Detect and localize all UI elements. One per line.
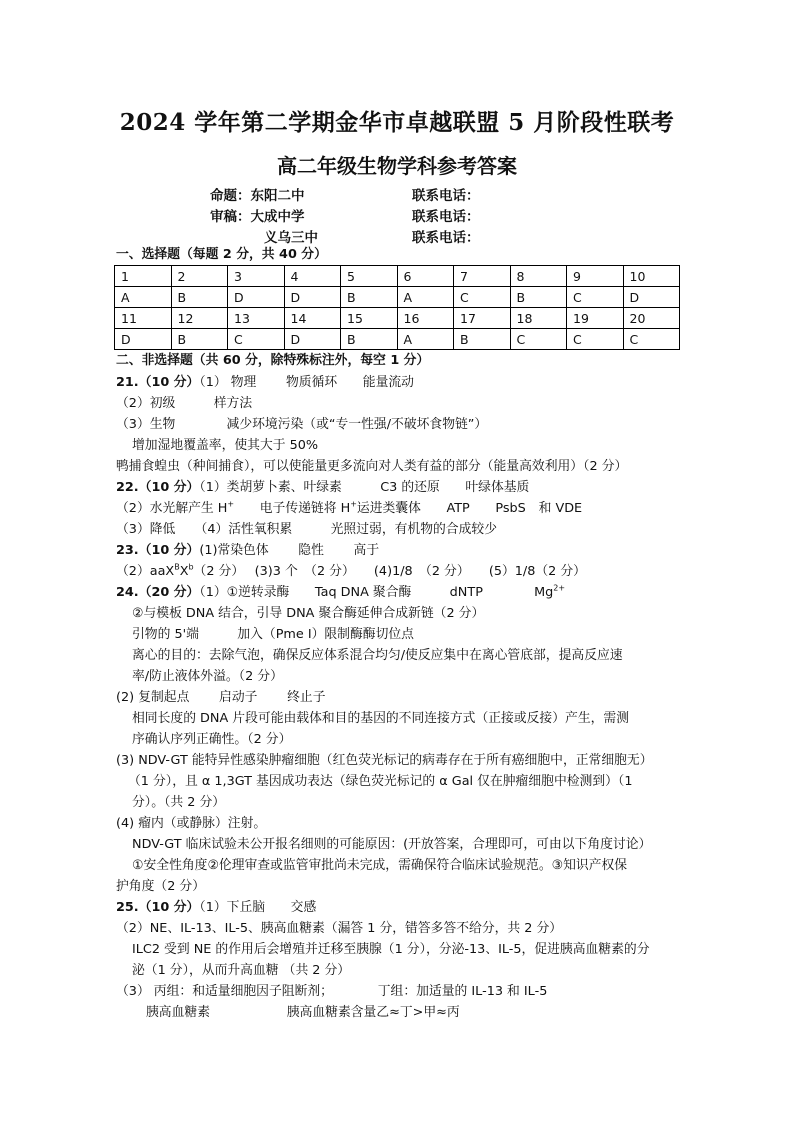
q21-answer-4: 增加湿地覆盖率，使其大于 50% (132, 438, 319, 453)
table-cell: 8 (510, 266, 567, 287)
table-cell: 12 (171, 308, 228, 329)
q24-answer-12: (4) 瘤内（或静脉）注射。 (116, 816, 267, 831)
q21-label: 21.（10 分） (116, 375, 200, 390)
table-cell: 6 (397, 266, 454, 287)
superscript: B (174, 562, 180, 572)
q21-answer-1: （1） 物理 物质循环 能量流动 (199, 375, 414, 390)
table-cell: 5 (341, 266, 398, 287)
q23-line-2 (116, 563, 586, 581)
q24-answer-8: 序确认序列正确性。（2 分） (132, 732, 292, 747)
table-row (115, 287, 680, 308)
table-cell: B (171, 287, 228, 308)
q25-answer-5: （3） 丙组：和适量细胞因子阻断剂； 丁组：加适量的 IL-13 和 IL-5 (116, 984, 548, 999)
table-cell: C (567, 329, 624, 350)
q22-line-2 (116, 500, 582, 518)
table-cell: 20 (623, 308, 680, 329)
meta-reviewer: 审稿：大成中学 (210, 209, 305, 225)
superscript: + (227, 499, 235, 509)
q23-answer-2mid: X (179, 564, 189, 579)
table-cell: C (623, 329, 680, 350)
table-cell: D (115, 329, 172, 350)
table-cell: 18 (510, 308, 567, 329)
answer-table (114, 265, 680, 350)
q22-answer-2c: 运进类囊体 ATP PsbS 和 VDE (356, 501, 583, 516)
q25-answer-2: （2）NE、IL-13、IL-5、胰高血糖素（漏答 1 分，错答多答不给分，共 2 分） (116, 921, 563, 936)
q22-answer-1: （1）类胡萝卜素、叶绿素 C3 的还原 叶绿体基质 (199, 480, 530, 495)
meta-phone-3: 联系电话： (412, 230, 480, 246)
section1-heading: 一、选择题（每题 2 分，共 40 分） (116, 247, 327, 262)
q23-answer-1: (1)常染色体 隐性 高于 (199, 543, 380, 558)
q22-answer-2a: （2）水光解产生 H (116, 501, 228, 516)
table-cell: A (397, 287, 454, 308)
q25-line-1 (116, 899, 316, 917)
q24-answer-6: (2) 复制起点 启动子 终止子 (116, 690, 326, 705)
table-cell: B (341, 329, 398, 350)
q24-answer-7: 相同长度的 DNA 片段可能由载体和目的基因的不同连接方式（正接或反接）产生，需测 (132, 711, 630, 726)
table-cell: 3 (228, 266, 285, 287)
table-cell: B (341, 287, 398, 308)
document-title: 2024 学年第二学期金华市卓越联盟 5 月阶段性联考 (119, 109, 675, 136)
q24-answer-14: ①安全性角度②伦理审查或监管审批尚未完成，需确保符合临床试验规范。③知识产权保 (132, 858, 628, 873)
q25-answer-4: 泌（1 分），从而升高血糖 （共 2 分） (132, 963, 351, 978)
table-cell: C (510, 329, 567, 350)
q25-answer-6: 胰高血糖素 胰高血糖素含量乙≈丁>甲≈丙 (146, 1005, 460, 1020)
q24-answer-15: 护角度（2 分） (116, 879, 205, 894)
meta-phone-1: 联系电话： (412, 188, 480, 204)
meta-reviewer-2: 义乌三中 (264, 230, 318, 246)
table-row (115, 266, 680, 287)
table-cell: B (171, 329, 228, 350)
table-cell: 1 (115, 266, 172, 287)
table-row (115, 308, 680, 329)
q21-line-1 (116, 374, 414, 392)
q24-answer-13: NDV-GT 临床试验未公开报名细则的可能原因：(开放答案，合理即可，可由以下角度讨论） (132, 837, 652, 852)
q24-answer-10: （1 分），且 α 1,3GT 基因成功表达（绿色荧光标记的 α Gal 仅在肿瘤细胞中检测到）（1 (128, 774, 633, 789)
q24-answer-1: （1）①逆转录酶 Taq DNA 聚合酶 dNTP Mg (199, 585, 554, 600)
table-cell: 2 (171, 266, 228, 287)
q25-label: 25.（10 分） (116, 900, 200, 915)
q21-answer-2: （2）初级 样方法 (116, 396, 253, 411)
table-cell: 14 (284, 308, 341, 329)
q22-line-1 (116, 479, 529, 497)
q24-answer-2: ②与模板 DNA 结合，引导 DNA 聚合酶延伸合成新链（2 分） (132, 606, 485, 621)
table-cell: 19 (567, 308, 624, 329)
table-cell: 7 (454, 266, 511, 287)
table-cell: 16 (397, 308, 454, 329)
q25-answer-3: ILC2 受到 NE 的作用后会增殖并迁移至胰腺（1 分），分泌-13、IL-5，促进胰高血糖素的分 (132, 942, 650, 957)
table-cell: 15 (341, 308, 398, 329)
superscript: b (188, 562, 194, 572)
table-cell: 11 (115, 308, 172, 329)
table-cell: 17 (454, 308, 511, 329)
q21-answer-3: （3）生物 减少环境污染（或“专一性强/不破坏食物链”） (116, 417, 488, 432)
q24-label: 24.（20 分） (116, 585, 200, 600)
table-cell: A (115, 287, 172, 308)
q24-answer-4: 离心的目的：去除气泡，确保反应体系混合均匀/使反应集中在离心管底部，提高反应速 (132, 648, 623, 663)
q24-answer-9: (3) NDV-GT 能特异性感染肿瘤细胞（红色荧光标记的病毒存在于所有癌细胞中，正常细胞无） (116, 753, 653, 768)
meta-author: 命题：东阳二中 (210, 188, 305, 204)
table-cell: 10 (623, 266, 680, 287)
table-row (115, 329, 680, 350)
q24-answer-5: 率/防止液体外溢。（2 分） (132, 669, 283, 684)
document-subtitle: 高二年级生物学科参考答案 (277, 154, 517, 178)
table-cell: D (284, 287, 341, 308)
q22-answer-2b: 电子传递链将 H (234, 501, 351, 516)
q23-answer-2a: （2）aaX (116, 564, 175, 579)
table-cell: D (623, 287, 680, 308)
table-cell: C (454, 287, 511, 308)
q23-label: 23.（10 分） (116, 543, 200, 558)
table-cell: B (510, 287, 567, 308)
q24-answer-11: 分）。（共 2 分） (132, 795, 226, 810)
section2-heading: 二、非选择题（共 60 分，除特殊标注外，每空 1 分） (116, 353, 430, 368)
table-cell: 13 (228, 308, 285, 329)
table-cell: 4 (284, 266, 341, 287)
q23-answer-2b: （2 分） (3)3 个 （2 分） (4)1/8 （2 分） (5）1/8（2 分） (193, 564, 586, 579)
superscript: + (350, 499, 357, 509)
meta-phone-2: 联系电话： (412, 209, 480, 225)
table-cell: C (228, 329, 285, 350)
table-cell: D (228, 287, 285, 308)
q22-label: 22.（10 分） (116, 480, 200, 495)
q25-answer-1: （1）下丘脑 交感 (199, 900, 317, 915)
superscript: 2+ (553, 583, 566, 593)
table-cell: A (397, 329, 454, 350)
q24-answer-3: 引物的 5'端 加入（Pme I）限制酶酶切位点 (132, 627, 414, 642)
table-cell: C (567, 287, 624, 308)
q22-answer-3: （3）降低 （4）活性氧积累 光照过弱，有机物的合成较少 (116, 522, 497, 537)
table-cell: B (454, 329, 511, 350)
q21-answer-5: 鸭捕食蝗虫（种间捕食），可以使能量更多流向对人类有益的部分（能量高效利用）（2 分） (116, 459, 628, 474)
q23-line-1 (116, 542, 379, 560)
q24-line-1 (116, 584, 565, 602)
table-cell: 9 (567, 266, 624, 287)
table-cell: D (284, 329, 341, 350)
